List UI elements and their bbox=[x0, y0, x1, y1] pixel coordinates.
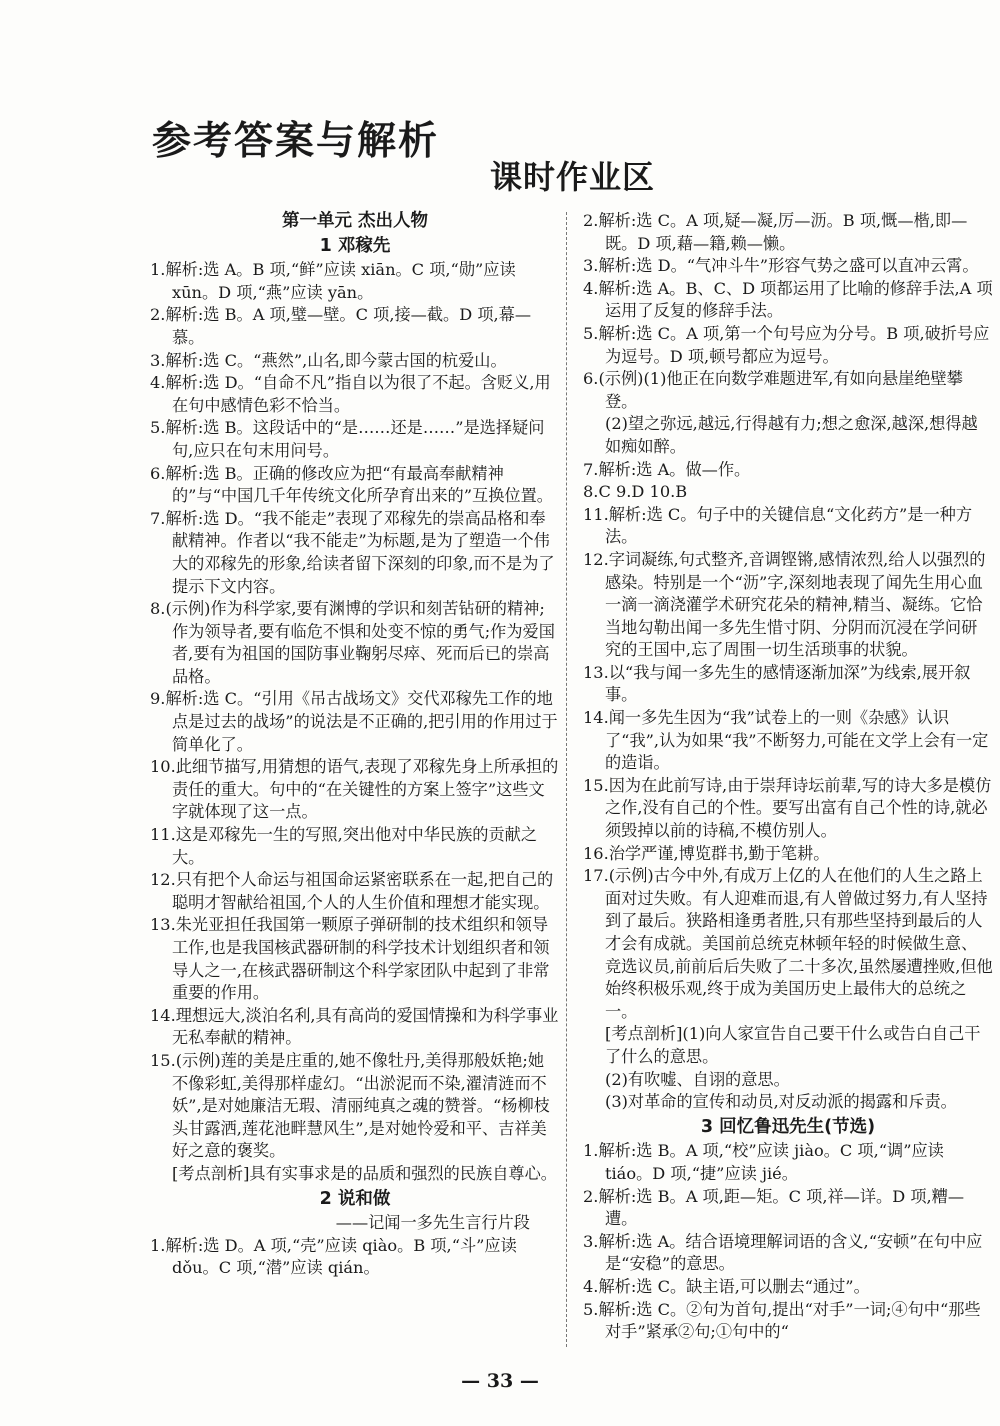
answer-note: (2)望之弥远,越远,行得越有力;想之愈深,越深,想得越如痴如醉。 bbox=[605, 414, 978, 456]
answer-item: 12.字词凝练,句式整齐,音调铿锵,感情浓烈,给人以强烈的感染。特别是一个“沥”字,深刻地表现了闻先生用心血一滴一滴浇灌学术研究花朵的精神,精当、凝练。它恰当地勾勒出闻一多先生惜寸阴、分阴而沉浸在学问研究的王国中,忘了周围一切生活琐事的状貌。 bbox=[583, 549, 986, 660]
answer-item: 14.闻一多先生因为“我”试卷上的一则《杂感》认识了“我”,认为如果“我”不断努力,可能在文学上会有一定的造诣。 bbox=[583, 708, 989, 773]
section-subtitle: 课时作业区 bbox=[490, 158, 656, 196]
answer-item: 11.这是邓稼先一生的写照,突出他对中华民族的贡献之大。 bbox=[150, 825, 538, 867]
answer-item: 2.解析:选 B。A 项,距—矩。C 项,祥—详。D 项,糟—遭。 bbox=[583, 1186, 965, 1229]
answer-item: 4.解析:选 C。缺主语,可以删去“通过”。 bbox=[583, 1276, 870, 1296]
answer-item: 7.解析:选 A。做—作。 bbox=[583, 459, 751, 479]
answer-item: 2.解析:选 B。A 项,璧—壁。C 项,接—截。D 项,幕—慕。 bbox=[150, 305, 532, 347]
answer-item: 15.(示例)莲的美是庄重的,她不像牡丹,美得那般妖艳;她不像彩虹,美得那样虚幻。“出淤泥而不染,濯清涟而不妖”,是对她廉洁无瑕、清丽纯真之魂的赞誉。“杨柳枝头甘露洒,莲花池畔慧风生”,是对她怜爱和平、吉祥美好之意的褒奖。 bbox=[150, 1050, 550, 1161]
answer-item: 3.解析:选 A。结合语境理解词语的含义,“安顿”在句中应是“安稳”的意思。 bbox=[583, 1231, 983, 1274]
column-divider bbox=[566, 212, 567, 1347]
answer-item: 5.解析:选 B。这段话中的“是……还是……”是选择疑问句,应只在句末用问号。 bbox=[150, 418, 545, 460]
answer-item: 15.因为在此前写诗,由于崇拜诗坛前辈,写的诗大多是模仿之作,没有自己的个性。要写出富有自己个性的诗,就必须毁掉以前的诗稿,不模仿别人。 bbox=[583, 775, 992, 841]
answer-item: 6.(示例)(1)他正在向数学难题进军,有如向悬崖绝壁攀登。 bbox=[583, 369, 963, 411]
answer-item: 14.理想远大,淡泊名利,具有高尚的爱国情操和为科学事业无私奉献的精神。 bbox=[150, 1005, 559, 1048]
answer-item: 10.此细节描写,用猜想的语气,表现了邓稼先身上所承担的责任的重大。句中的“在关键性的方案上签字”这些文字就体现了这一点。 bbox=[150, 757, 559, 822]
answer-item: 12.只有把个人命运与祖国命运紧密联系在一起,把自己的聪明才智献给祖国,个人的人生价值和理想才能实现。 bbox=[150, 870, 554, 912]
answer-item: 9.解析:选 C。“引用《吊古战场文》交代邓稼先工作的地点是过去的战场”的说法是不正确的,把引用的作用过于简单化了。 bbox=[150, 689, 558, 754]
answer-note: [考点剖析]具有实事求是的品质和强烈的民族自尊心。 bbox=[172, 1163, 557, 1183]
answer-item: 4.解析:选 D。“自命不凡”指自以为很了不起。含贬义,用在句中感情色彩不恰当。 bbox=[150, 373, 551, 415]
answer-item: 8.(示例)作为科学家,要有渊博的学识和刻苦钻研的精神;作为领导者,要有临危不惧和处变不惊的勇气;作为爱国者,要有为祖国的国防事业鞠躬尽瘁、死而后已的崇高品格。 bbox=[150, 599, 555, 686]
page-number: — 33 — bbox=[461, 1370, 539, 1392]
answer-item: 5.解析:选 C。②句为首句,提出“对手”一词;④句中“那些对手”紧承②句;①句中的“ bbox=[583, 1299, 981, 1342]
answer-item: 1.解析:选 A。B 项,“鲜”应读 xiān。C 项,“勋”应读 xūn。D 项,“燕”应读 yān。 bbox=[150, 260, 516, 302]
lesson-heading: 2 说和做 bbox=[319, 1188, 391, 1209]
answer-item: 1.解析:选 D。A 项,“壳”应读 qiào。B 项,“斗”应读 dǒu。C 项,“潜”应读 qián。 bbox=[150, 1235, 517, 1278]
answer-note: [考点剖析](1)向人家宣告自己要干什么或告白自己干了什么的意思。 bbox=[605, 1024, 981, 1066]
right-column bbox=[583, 210, 993, 1344]
answer-item: 8.C 9.D 10.B bbox=[583, 482, 688, 502]
answer-item: 16.治学严谨,博览群书,勤于笔耕。 bbox=[583, 843, 830, 863]
answer-item: 13.以“我与闻一多先生的感情逐渐加深”为线索,展开叙事。 bbox=[583, 662, 971, 705]
lesson-heading: 3 回忆鲁迅先生(节选) bbox=[700, 1116, 876, 1137]
answer-item: 3.解析:选 C。“燕然”,山名,即今蒙古国的杭爱山。 bbox=[150, 350, 507, 370]
page-title: 参考答案与解析 bbox=[152, 119, 440, 164]
answer-item: 2.解析:选 C。A 项,疑—凝,厉—沥。B 项,慨—楷,即—既。D 项,藉—籍,赖—懒。 bbox=[583, 211, 968, 253]
answer-item: 5.解析:选 C。A 项,第一个句号应为分号。B 项,破折号应为逗号。D 项,顿号都应为逗号。 bbox=[583, 323, 990, 366]
lesson-heading: 1 邓稼先 bbox=[319, 235, 391, 256]
answer-note: (3)对革命的宣传和动员,对反动派的揭露和斥责。 bbox=[605, 1092, 957, 1112]
left-column bbox=[150, 210, 560, 1280]
answer-item: 11.解析:选 C。句子中的关键信息“文化药方”是一种方法。 bbox=[583, 504, 973, 547]
answer-item: 6.解析:选 B。正确的修改应为把“有最高奉献精神的”与“中国几千年传统文化所孕育出来的”互换位置。 bbox=[150, 463, 553, 506]
lesson-byline: ——记闻一多先生言行片段 bbox=[335, 1213, 530, 1233]
answer-item: 7.解析:选 D。“我不能走”表现了邓稼先的崇高品格和奉献精神。作者以“我不能走”为标题,是为了塑造一个伟大的邓稼先的形象,给读者留下深刻的印象,而不是为了提示下文内容。 bbox=[150, 508, 555, 596]
answer-note: (2)有吹嘘、自诩的意思。 bbox=[605, 1069, 790, 1089]
answer-item: 3.解析:选 D。“气冲斗牛”形容气势之盛可以直冲云霄。 bbox=[583, 256, 979, 276]
answer-item: 17.(示例)古今中外,有成万上亿的人在他们的人生之路上面对过失败。有人迎难而退,有人曾做过努力,有人坚持到了最后。狭路相逢勇者胜,只有那些坚持到最后的人才会有成就。美国前总统克林顿年轻的时候做生意、竞选议员,前前后后失败了二十多次,虽然屡遭挫败,但他始终积极乐观,终于成为美国历史上最伟大的总统之一。 bbox=[583, 866, 993, 1021]
answer-item: 1.解析:选 B。A 项,“校”应读 jiào。C 项,“调”应读 tiáo。D 项,“捷”应读 jié。 bbox=[583, 1141, 944, 1183]
unit-heading: 第一单元 杰出人物 bbox=[281, 211, 429, 231]
answer-item: 13.朱光亚担任我国第一颗原子弹研制的技术组织和领导工作,也是我国核武器研制的科学技术计划组织者和领导人之一,在核武器研制这个科学家团队中起到了非常重要的作用。 bbox=[150, 915, 550, 1003]
answer-item: 4.解析:选 A。B、C、D 项都运用了比喻的修辞手法,A 项运用了反复的修辞手法。 bbox=[583, 278, 993, 321]
